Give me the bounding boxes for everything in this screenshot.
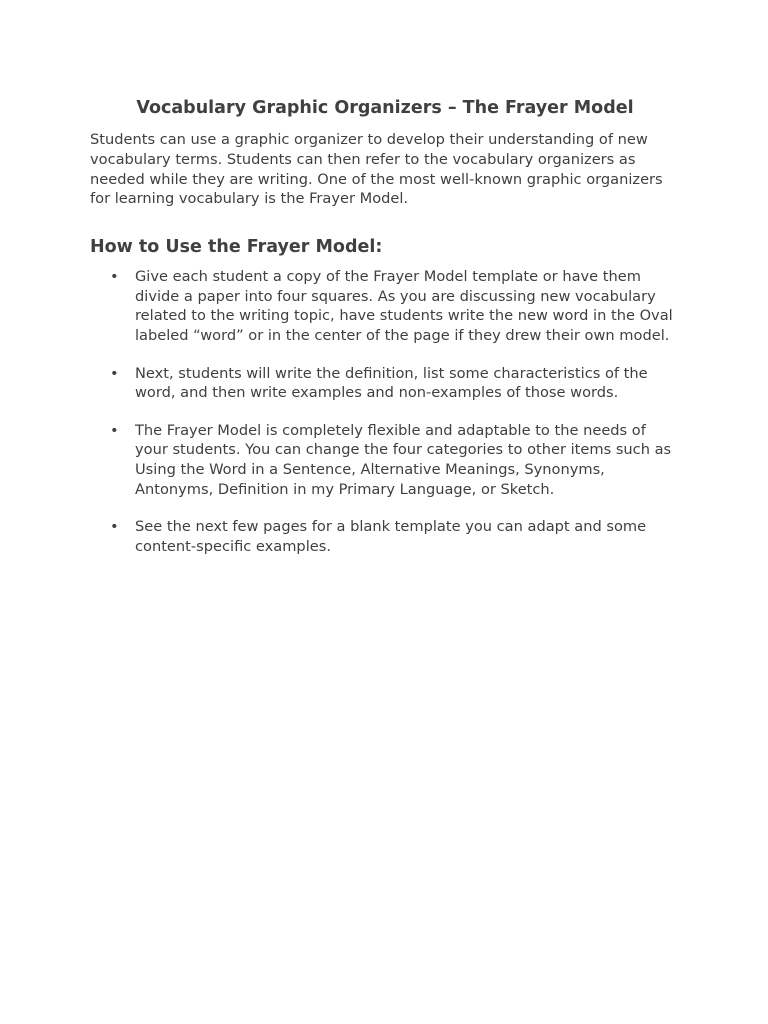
bullet-list <box>90 267 680 556</box>
bullet-text: Next, students will write the definition, list some characteristics of the word, and then write examples and non-examples of those words. <box>135 364 648 402</box>
bullet-dot-icon: • <box>110 364 119 382</box>
bullet-item <box>90 267 680 345</box>
bullet-dot-icon: • <box>110 518 119 536</box>
document-title: Vocabulary Graphic Organizers – The Frayer Model <box>136 98 634 118</box>
intro-paragraph: Students can use a graphic organizer to develop their understanding of new vocabulary terms. Students can then refer to the vocabulary organizers as needed while they are writing. One of the most well-known graphic organizers for learning vocabulary is the Frayer Model. <box>90 131 663 208</box>
bullet-dot-icon: • <box>110 268 119 286</box>
bullet-item <box>90 364 680 403</box>
bullet-item <box>90 517 680 556</box>
bullet-text: Give each student a copy of the Frayer Model template or have them divide a paper into four squares. As you are discussing new vocabulary related to the writing topic, have students write the new word in the Oval labeled “word” or in the center of the page if they drew their own model. <box>135 268 673 344</box>
section-heading: How to Use the Frayer Model: <box>90 237 383 258</box>
bullet-text: The Frayer Model is completely flexible and adaptable to the needs of your students. You can change the four categories to other items such as Using the Word in a Sentence, Alternative Meanings, Synonyms, Antonyms, Definition in my Primary Language, or Sketch. <box>135 421 672 498</box>
bullet-text: See the next few pages for a blank template you can adapt and some content-specific examples. <box>135 518 647 555</box>
bullet-dot-icon: • <box>110 421 119 439</box>
bullet-item <box>90 421 680 499</box>
document-page <box>90 96 680 574</box>
